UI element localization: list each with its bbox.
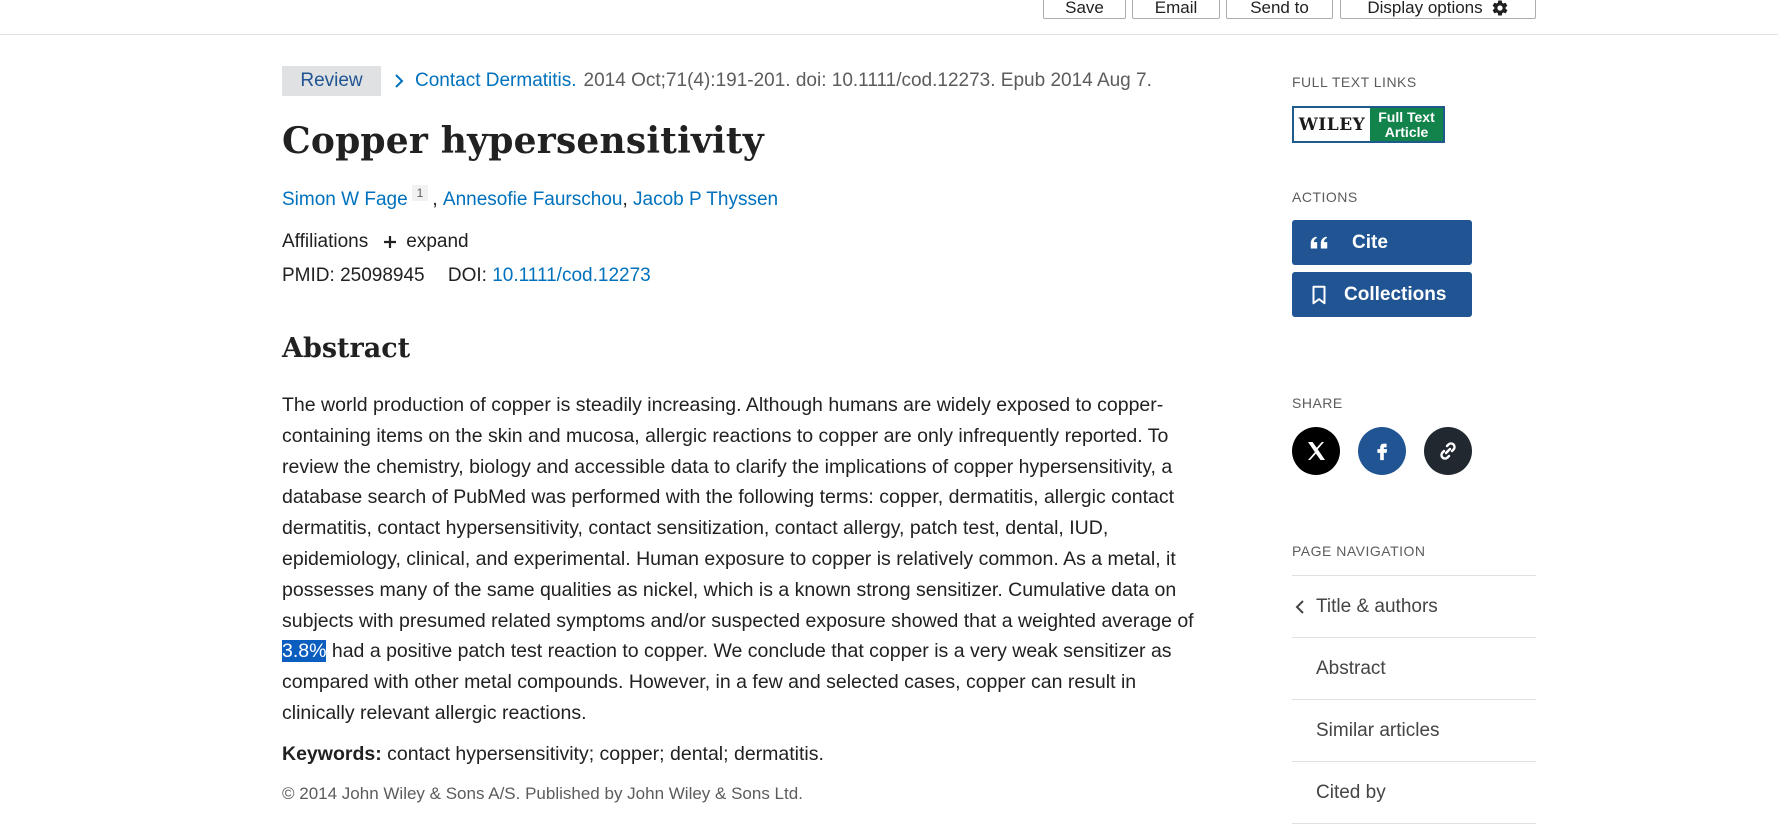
x-icon [1304,439,1328,463]
chevron-left-icon [1294,599,1306,615]
affiliation-number[interactable]: 1 [412,185,429,201]
quote-icon [1308,232,1330,254]
share-facebook-button[interactable] [1358,427,1406,475]
gear-icon [1491,0,1509,17]
wiley-logo: WILEY [1298,114,1366,135]
cite-button[interactable]: Cite [1292,220,1472,265]
author-link[interactable]: Annesofie Faurschou [442,189,623,210]
abstract-text: The world production of copper is steadily increasing. Although humans are widely exposed to copper-containing items on the skin and mucosa, allergic reactions to copper are only infrequently reported. To review the chemistry, biology and accessible data to clarify the implications of copper hypersensitivity, a database search of PubMed was performed with the following terms: copper, dermatitis, allergic contact dermatitis, contact hypersensitivity, contact sensitization, contact allergy, patch test, dental, IUD, epidemiology, clinical, and experimental. Human exposure to copper is relatively common. As a metal, it possesses many of the same qualities as nickel, which is a known strong sensitizer. Cumulative data on subjects with presumed related symptoms and/or suspected exposure showed that a weighted average of 3.8% had a positive patch test reaction to copper. We conclude that copper is a very weak sensitizer as compared with other metal compounds. However, in a few and selected cases, copper can result in clinically relevant allergic reactions. [282,394,1194,724]
right-sidebar [1292,74,1536,824]
bookmark-icon [1308,284,1330,306]
nav-item-abstract[interactable]: Abstract [1292,638,1536,700]
share-x-button[interactable] [1292,427,1340,475]
keywords-label: Keywords: [282,742,382,765]
nav-item-similar-articles[interactable]: Similar articles [1292,700,1536,762]
keywords [282,743,1202,766]
identifiers [282,265,1202,287]
copyright: © 2014 John Wiley & Sons A/S. Published by John Wiley & Sons Ltd. [282,783,803,803]
abstract-heading: Abstract [282,333,411,364]
pmid-value: 25098945 [340,265,425,286]
plus-icon[interactable] [382,234,398,250]
citation-line [282,66,1202,96]
author-link[interactable]: Jacob P Thyssen [633,189,779,210]
send-to-button[interactable]: Send to [1226,0,1333,19]
nav-item-cited-by[interactable]: Cited by [1292,762,1536,824]
article-title: Copper hypersensitivity [282,120,764,162]
doi-link[interactable]: 10.1111/cod.12273 [492,265,651,286]
top-action-bar [0,0,1778,35]
share-buttons [1292,427,1536,475]
actions-heading: ACTIONS [1292,189,1358,205]
permalink-icon [1436,439,1460,463]
expand-affiliations-button[interactable]: expand [406,231,469,252]
journal-link[interactable]: Contact Dermatitis. [415,70,577,91]
pmid-label: PMID: [282,265,335,286]
authors-list: Simon W Fage 1 , Annesofie Faurschou , Jacob P Thyssen [282,186,779,210]
article-main [282,66,1202,804]
keywords-value: contact hypersensitivity; copper; dental; dermatitis. [387,742,824,765]
affiliations-row [282,231,1202,253]
page-navigation [1292,575,1536,824]
display-options-button[interactable]: Display options [1340,0,1536,19]
share-heading: SHARE [1292,395,1343,411]
doi-label: DOI: [447,265,487,286]
email-button[interactable]: Email [1132,0,1220,19]
collections-button[interactable]: Collections [1292,272,1472,317]
publication-type-badge: Review [282,66,381,96]
affiliations-label: Affiliations [282,231,369,252]
copy-permalink-button[interactable] [1424,427,1472,475]
nav-item-title-authors[interactable]: Title & authors [1292,576,1536,638]
selected-text: 3.8% [282,640,327,663]
wiley-full-text-link[interactable] [1292,106,1445,143]
chevron-right-icon [393,73,405,89]
author-link[interactable]: Simon W Fage [282,189,408,210]
citation-details: 2014 Oct;71(4):191-201. doi: 10.1111/cod.12273. Epub 2014 Aug 7. [583,70,1152,91]
page-navigation-heading: PAGE NAVIGATION [1292,543,1426,559]
facebook-icon [1371,440,1393,462]
save-button[interactable]: Save [1043,0,1126,19]
full-text-article-label: Full Text Article [1370,108,1443,141]
full-text-links-heading: FULL TEXT LINKS [1292,74,1417,90]
